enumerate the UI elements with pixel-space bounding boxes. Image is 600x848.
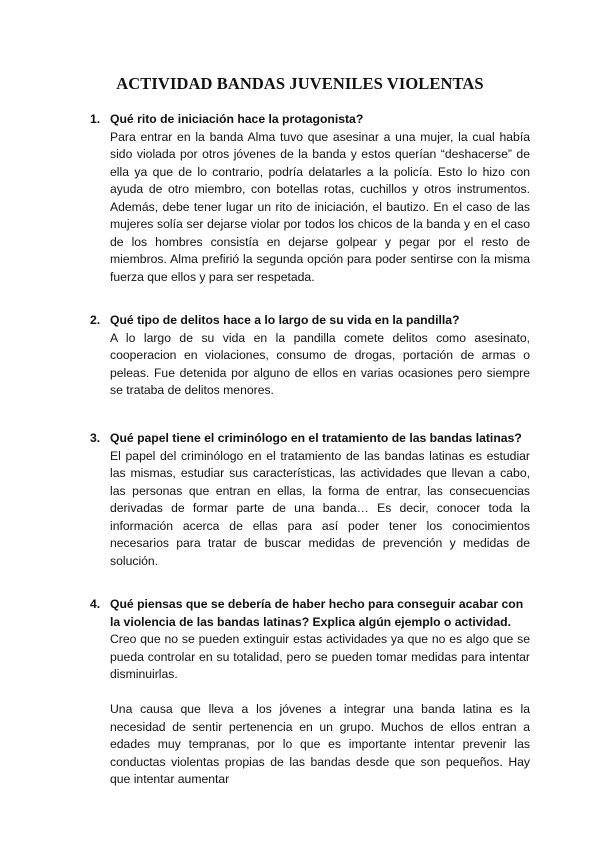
question-number: 2. [90, 313, 101, 327]
question-number: 3. [90, 431, 101, 445]
answer [110, 129, 530, 287]
question-heading [90, 430, 530, 448]
answer-paragraph: Creo que no se pueden extinguir estas actividades ya que no es algo que se pueda controlar en su totalidad, pero se pueden tomar medidas para intentar disminuirlas. [110, 632, 530, 681]
question-text: Qué tipo de delitos hace a lo largo de su vida en la pandilla? [110, 313, 460, 327]
answer-paragraph: El papel del criminólogo en el tratamiento de las bandas latinas es estudiar las mismas, estudiar sus características, las actividades que llevan a cabo, las personas que entran en ellas, la forma de entrar, las consecuencias derivadas de formar parte de una banda… Es decir, conocer toda la información acerca de ellas para así poder tener los conocimientos necesarios para tratar de buscar medidas de prevención y medidas de solución. [110, 448, 530, 568]
question-number: 1. [90, 112, 101, 126]
question-heading [90, 111, 530, 129]
question-text: Qué rito de iniciación hace la protagonista? [110, 112, 364, 126]
answer-paragraph: A lo largo de su vida en la pandilla comete delitos como asesinato, cooperacion en violaciones, consumo de drogas, portación de armas o peleas. Fue detenida por alguno de ellos en varias ocasiones pero siempre se trataba de delitos menores. [110, 330, 530, 397]
question-4 [90, 596, 530, 789]
question-heading [90, 596, 530, 631]
document-title: ACTIVIDAD BANDAS JUVENILES VIOLENTAS [116, 74, 484, 93]
answer [110, 330, 530, 400]
answer [110, 448, 530, 571]
question-text: Qué papel tiene el criminólogo en el tratamiento de las bandas latinas? [110, 431, 522, 445]
question-text: Qué piensas que se debería de haber hecho para conseguir acabar con la violencia de las bandas latinas? Explica algún ejemplo o actividad. [110, 597, 524, 629]
answer [110, 631, 530, 789]
question-2 [90, 312, 530, 400]
question-1 [90, 111, 530, 286]
answer-paragraph: Para entrar en la banda Alma tuvo que asesinar a una mujer, la cual había sido violada por otros jóvenes de la banda y estos querían “deshacerse” de ella ya que de lo contrario, podría delatarles a la policía. Esto lo hizo con ayuda de otro miembro, con botellas rotas, cuchillos y otros instrumentos. Además, debe tener lugar un rito de iniciación, el bautizo. En el caso de las mujeres solía ser dejarse violar por todos los chicos de la banda y en el caso de los hombres consistía en dejarse golpear y pegar por el resto de miembros. Alma prefirió la segunda opción para poder sentirse con la misma fuerza que ellos y para ser respetada. [110, 129, 530, 284]
answer-paragraph: Una causa que lleva a los jóvenes a integrar una banda latina es la necesidad de sentir pertenencia en un grupo. Muchos de ellos entran a edades muy tempranas, por lo que es importante intentar prevenir las conductas violentas propias de las bandas desde que son pequeños. Hay que intentar aumentar [110, 702, 530, 786]
question-3 [90, 430, 530, 570]
question-heading [90, 312, 530, 330]
question-number: 4. [90, 597, 101, 611]
